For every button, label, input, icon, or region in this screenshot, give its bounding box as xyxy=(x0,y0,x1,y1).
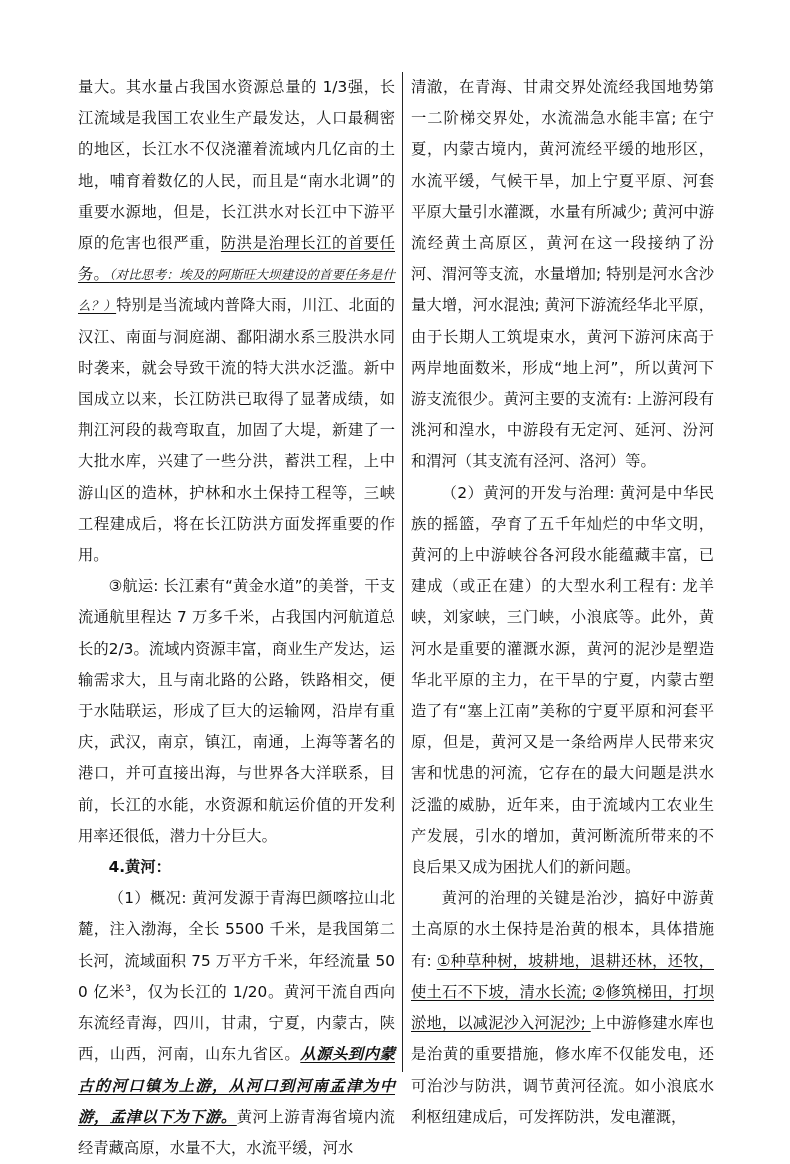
text-flood-measures: 特别是当流域内普降大雨，川江、北面的汉江、南面与洞庭湖、鄱阳湖水系三股洪水同时袭来，就会导致干流的特大洪水泛滥。新中国成立以来，长江防洪已取得了显著成绩，如荆江河段的裁弯取直，加固了大堤，新建了一大批水库，兴建了一些分洪，蓄洪工程，上中游山区的造林，护林和水土保持工程等，三峡工程建成后，将在长江防洪方面发挥重要的作用。 xyxy=(78,296,395,565)
text-provinces: ，仅为长江的 1/20。黄河干流自西向东流经青海，四川，甘肃，宁夏，内蒙古，陕西，山西，河南，山东九省区。 xyxy=(78,982,395,1064)
paragraph-development: （2）黄河的开发与治理: 黄河是中华民族的摇篮，孕育了五千年灿烂的中华文明，黄河的上中游峡谷各河段水能蕴藏丰富，已建成（或正在建）的大型水利工程有: 龙羊峡，刘家峡，三门峡，小浪底等。此外，黄河水是重要的灌溉水源，黄河的泥沙是塑造华北平原的主力，在干旱的宁夏，内蒙古塑造了有“塞上江南”美称的宁夏平原和河套平原，但是，黄河又是一条给两岸人民带来灾害和忧患的河流，它存在的最大问题是洪水泛滥的威胁，近年来，由于流域内工农业生产发展，引水的增加，黄河断流所带来的不良后果又成为困扰人们的新问题。 xyxy=(411,483,714,877)
paragraph-yellow-overview xyxy=(78,883,395,1164)
left-column xyxy=(78,72,395,1164)
paragraph-navigation: ③航运: 长江素有“黄金水道”的美誉，干支流通航里程达 7 万多千米，占我国内河航道总长的2/3。流域内资源丰富，商业生产发达，运输需求大，且与南北路的公路，铁路相交，便于水陆联运，形成了巨大的运输网，沿岸有重庆，武汉，南京，镇江，南通，上海等著名的港口，并可直接出海，与世界各大洋联系，目前，长江的水能，水资源和航运价值的开发利用率还很低，潜力十分巨大。 xyxy=(78,577,395,845)
heading-yellow-river: 4.黄河： xyxy=(108,858,171,877)
superscript-cube: 3 xyxy=(125,983,131,994)
handwritten-note: （对比思考：埃及的阿斯旺大坝建设的首要任务是什么？） xyxy=(78,267,395,314)
column-divider xyxy=(402,72,403,1072)
right-column xyxy=(411,72,714,1133)
paragraph-yangtze-flood xyxy=(78,72,395,571)
paragraph-governance xyxy=(411,883,714,1133)
emphasis-river-sections: 从源头到内蒙古的河口镇为上游，从河口到河南孟津为中游，孟津以下为下游。 xyxy=(78,1045,395,1126)
text-governance-key: 黄河的治理的关键是治沙，搞好中游黄土高原的水土保持是治黄的根本，具体措施有: xyxy=(411,889,714,970)
text-upper-reach: 黄河上游青海省境内流经青藏高原，水量不大，水流平缓，河水 xyxy=(78,1107,395,1157)
underlined-measures: ①种草种树，坡耕地，退耕还林，还牧，使土石不下坡，清水长流; ②修筑梯田，打坝淤地，以减泥沙入河泥沙; xyxy=(411,951,714,1033)
text-overview: （1）概况: 黄河发源于青海巴颜喀拉山北麓，注入渤海，全长 5500 千米，是我国第二长河，流域面积 75 万平方千米，年经流量 500 亿米 xyxy=(78,889,395,1001)
underlined-flood-control: 防洪是治理长江的首要任务。 xyxy=(78,234,395,284)
text-yangtze-water: 量大。其水量占我国水资源总量的 1/3强，长江流域是我国工农业生产最发达，人口最稠密的地区，长江水不仅浇灌着流域内几亿亩的土地，哺育着数亿的人民，而且是“南水北调”的重要水源地，但是，长江洪水对长江中下游平原的危害也很严重， xyxy=(78,78,395,253)
paragraph-yellow-course: 清澈，在青海、甘肃交界处流经我国地势第一二阶梯交界处，水流湍急水能丰富; 在宁夏，内蒙古境内，黄河流经平缓的地形区，水流平缓，气候干旱，加上宁夏平原、河套平原大量引水灌溉，水量有所减少; 黄河中游流经黄土高原区，黄河在这一段接纳了汾河、渭河等支流，水量增加; 特别是河水含沙量大增，河水混浊; 黄河下游流经华北平原，由于长期人工筑堤束水，黄河下游河床高于两岸地面数米，形成“地上河”，所以黄河下游支流很少。黄河主要的支流有: 上游河段有洮河和湟水，中游段有无定河、延河、汾河和渭河（其支流有泾河、洛河）等。 xyxy=(411,78,714,471)
text-reservoirs: 上中游修建水库也是治黄的重要措施，修水库不仅能发电，还可治沙与防洪，调节黄河径流。如小浪底水利枢纽建成后，可发挥防洪，发电灌溉， xyxy=(411,1014,714,1126)
